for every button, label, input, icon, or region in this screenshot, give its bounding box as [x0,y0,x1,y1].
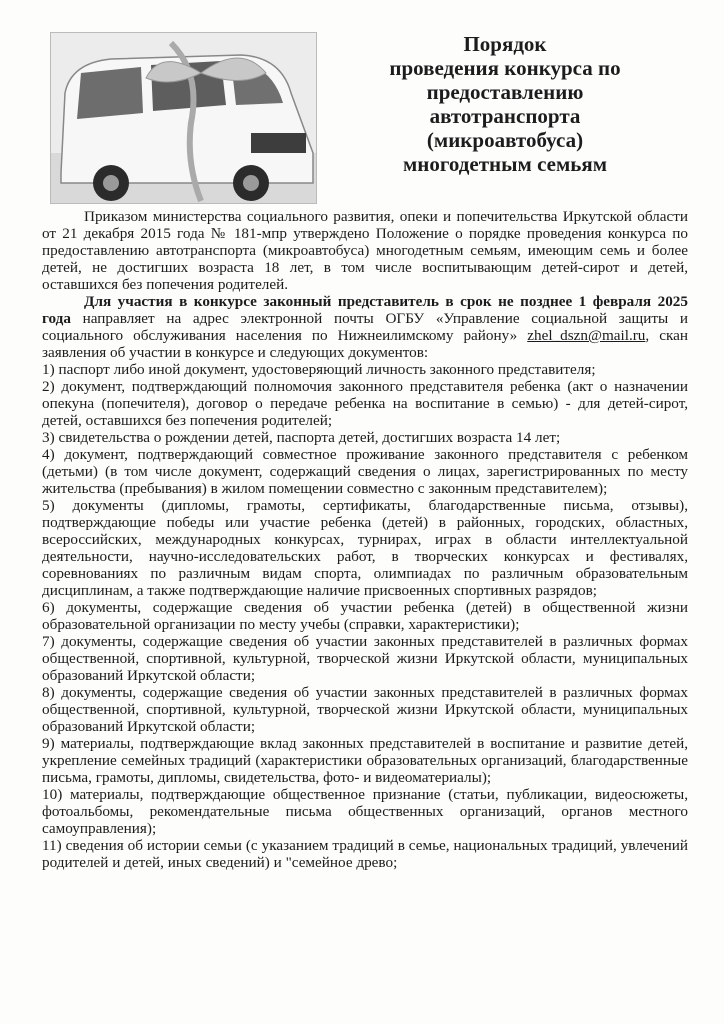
participation-paragraph [42,293,688,361]
list-item: 8) документы, содержащие сведения об участии законных представителей в различных формах общественной, спортивной, культурной, творческой жизни Иркутской области, муниципальных образований Иркутской области; [42,684,688,735]
list-item: 6) документы, содержащие сведения об участии ребенка (детей) в общественной жизни образовательной организации по месту учебы (справки, характеристики); [42,599,688,633]
microbus-illustration [51,33,316,203]
participation-tail: , скан заявления об участии в конкурсе и следующих документов: [42,327,688,361]
list-item: 4) документ, подтверждающий совместное проживание законного представителя с ребенком (детьми) (в том числе документ, содержащий сведения о лицах, зарегистрированных по месту жительства (пребывания) в жилом помещении совместно с законным представителем); [42,446,688,497]
title-line: автотранспорта [429,104,581,128]
list-item: 11) сведения об истории семьи (с указанием традиций в семье, национальных традиций, увлечений родителей и детей, иных сведений) и "семейное древо; [42,837,688,871]
intro-paragraph: Приказом министерства социального развития, опеки и попечительства Иркутской области от 21 декабря 2015 года № 181-мпр утверждено Положение о порядке проведения конкурса по предоставлению автотранспорта (микроавтобуса) многодетным семьям, имеющим семь и более детей, не достигших возраста 18 лет, в том числе воспитывающим детей-сирот и детей, оставшихся без попечения родителей. [42,208,688,293]
list-item: 2) документ, подтверждающий полномочия законного представителя ребенка (акт о назначении опекуна (попечителя), договор о передаче ребенка на воспитание в семью) - для детей-сирот, детей, оставшихся без попечения родителей; [42,378,688,429]
list-item: 9) материалы, подтверждающие вклад законных представителей в воспитание и развитие детей, укрепление семейных традиций (характеристики образовательных организаций, благодарственные письма, грамоты, дипломы, свидетельства, фото- и видеоматериалы); [42,735,688,786]
title-line: проведения конкурса по [389,56,621,80]
email-link[interactable]: zhel_dszn@mail.ru [527,327,646,344]
list-item: 1) паспорт либо иной документ, удостоверяющий личность законного представителя; [42,361,596,378]
list-item: 3) свидетельства о рождении детей, паспорта детей, достигших возраста 14 лет; [42,429,561,446]
title-line: Порядок [463,32,547,56]
title-line: предоставлению [426,80,584,104]
list-item: 10) материалы, подтверждающие общественное признание (статьи, публикации, видеосюжеты, фотоальбомы, рекомендательные письма общественных организаций, органов местного самоуправления); [42,786,688,837]
microbus-photo [50,32,317,204]
participation-text: направляет на адрес электронной почты ОГБУ «Управление социальной защиты и социального обслуживания населения по Нижнеилимскому району» [42,310,688,344]
title-line: многодетным семьям [402,152,608,176]
title-line: (микроавтобуса) [426,128,584,152]
document-title [340,32,670,176]
list-item: 5) документы (дипломы, грамоты, сертификаты, благодарственные письма, отзывы), подтверждающие победы или участие ребенка (детей) в районных, городских, областных, всероссийских, международных конкурсах, турнирах, играх в области интеллектуальной деятельности, научно-исследовательских работ, в творческих конкурсах и фестивалях, соревнованиях по различным видам спорта, олимпиадах по различным образовательным дисциплинам, а также подтверждающие наличие присвоенных спортивных разрядов; [42,497,688,599]
document-body [42,208,688,871]
list-item: 7) документы, содержащие сведения об участии законных представителей в различных формах общественной, спортивной, культурной, творческой жизни Иркутской области, муниципальных образований Иркутской области; [42,633,688,684]
deadline-text: Для участия в конкурсе законный представитель в срок не позднее 1 февраля 2025 года [42,293,688,327]
